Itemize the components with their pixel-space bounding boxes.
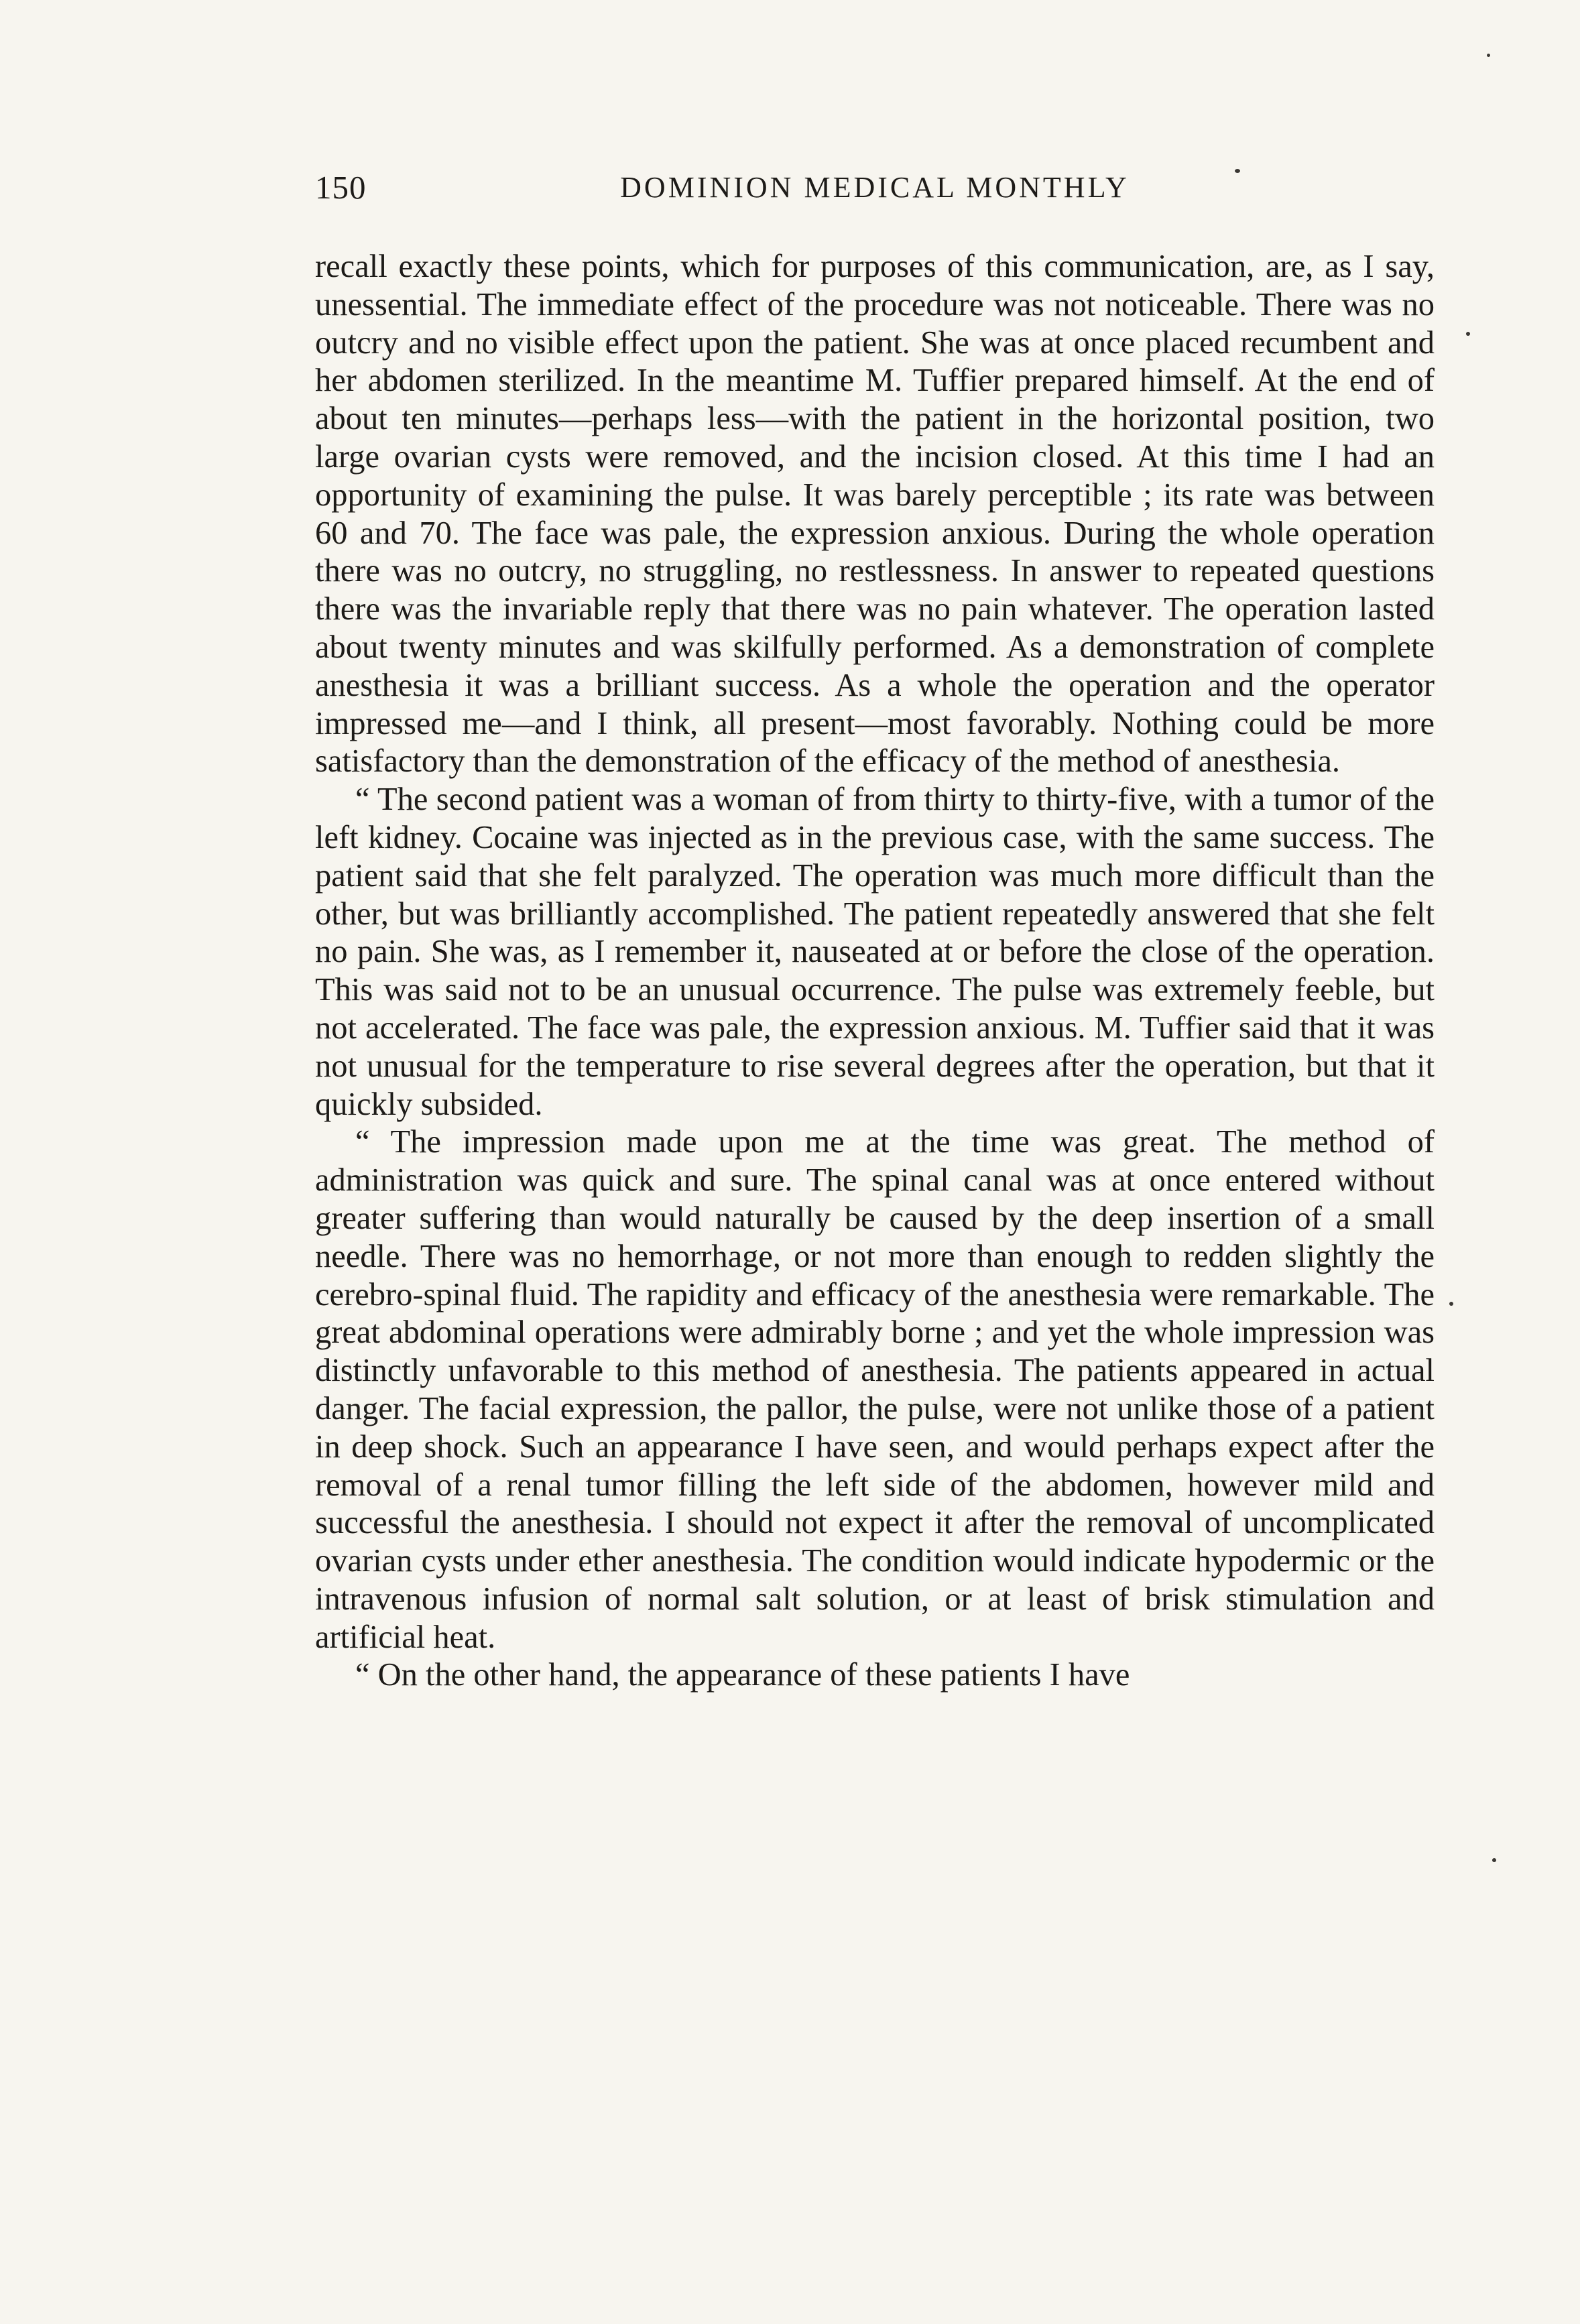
scan-speck xyxy=(1466,332,1470,336)
running-title: DOMINION MEDICAL MONTHLY xyxy=(620,171,1130,204)
paragraph-4: “ On the other hand, the appearance of these patients I have xyxy=(355,1657,1130,1693)
scan-speck xyxy=(1492,1858,1496,1862)
page-header xyxy=(315,164,1435,211)
paragraph-2: “ The second patient was a woman of from thirty to thirty-five, with a tumor of the left kidney. Cocaine was injected as in the previous case, with the same success. The patient said that she felt paralyzed. The operation was much more difficult than the other, but was brilliantly accomplished. The patient repeatedly answered that she felt no pain. She was, as I remember it, nauseated at or before the close of the operation. This was said not to be an unusual occurrence. The pulse was extremely feeble, but not accelerated. The face was pale, the expression anxious. M. Tuffier said that it was not unusual for the temperature to rise several degrees after the operation, but that it quickly subsided. xyxy=(315,782,1435,1122)
scan-speck xyxy=(1487,54,1490,57)
paragraph-1: recall exactly these points, which for purposes of this communication, are, as I say, unessential. The immediate effect of the procedure was not noticeable. There was no outcry and no visible effect upon the patient. She was at once placed recumbent and her abdomen sterilized. In the meantime M. Tuffier prepared himself. At the end of about ten minutes—perhaps less—with the patient in the horizontal position, two large ovarian cysts were removed, and the incision closed. At this time I had an opportunity of examining the pulse. It was barely perceptible ; its rate was between 60 and 70. The face was pale, the expression anxious. During the whole operation there was no outcry, no struggling, no restlessness. In answer to repeated questions there was the invariable reply that there was no pain whatever. The operation lasted about twenty minutes and was skilfully performed. As a demonstration of complete anesthesia it was a brilliant success. As a whole the operation and the operator impressed me—and I think, all present—most favorably. Nothing could be more satisfactory than the demonstration of the efficacy of the method of anesthesia. xyxy=(315,249,1435,780)
scan-speck xyxy=(1235,169,1240,173)
scan-speck xyxy=(1449,1302,1453,1306)
body-text xyxy=(315,248,1435,1695)
paragraph-3: “ The impression made upon me at the time was great. The method of administration was quick and sure. The spinal canal was at once entered without greater suffering than would naturally be caused by the deep insertion of a small needle. There was no hemorrhage, or not more than enough to redden slightly the cerebro-spinal fluid. The rapidity and efficacy of the anesthesia were remarkable. The great abdominal operations were admirably borne ; and yet the whole impression was distinctly unfavorable to this method of anesthesia. The patients appeared in actual danger. The facial expression, the pallor, the pulse, were not unlike those of a patient in deep shock. Such an appearance I have seen, and would perhaps expect after the removal of a renal tumor filling the left side of the abdomen, however mild and successful the anesthesia. I should not expect it after the removal of uncomplicated ovarian cysts under ether anesthesia. The condition would indicate hypodermic or the intravenous infusion of normal salt solution, or at least of brisk stimulation and artificial heat. xyxy=(315,1124,1435,1655)
page-number: 150 xyxy=(315,169,367,206)
